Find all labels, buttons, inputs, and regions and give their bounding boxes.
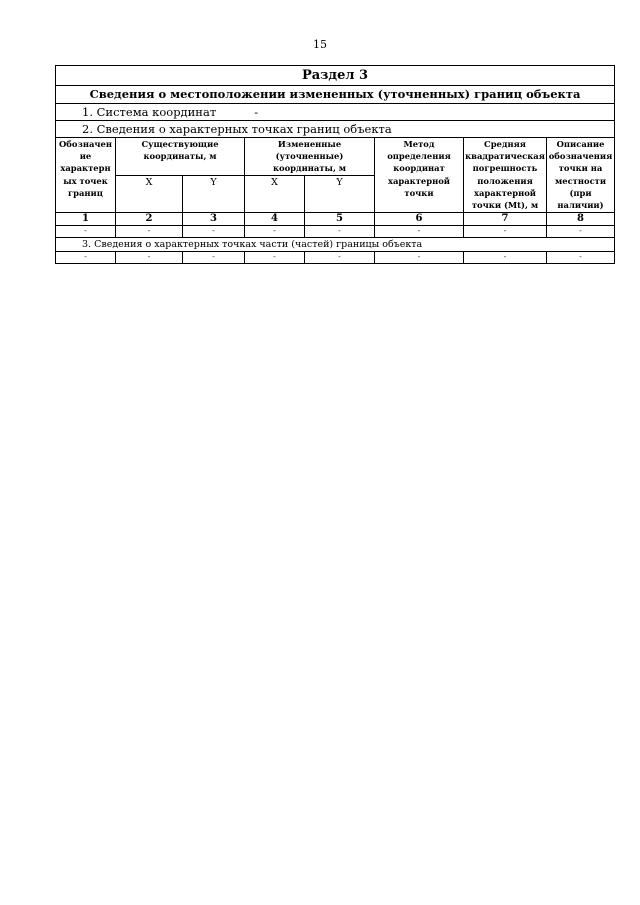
table-row <box>56 225 615 237</box>
header-existing-y: Y <box>183 175 245 212</box>
coordinate-system-label: 1. Система координат <box>82 105 217 119</box>
parts-heading: 3. Сведения о характерных точках части (частей) границы объекта <box>56 237 615 251</box>
column-number: 7 <box>464 212 547 225</box>
column-number: 1 <box>56 212 116 225</box>
section-title: Раздел 3 <box>56 66 615 86</box>
table-cell: - <box>116 251 183 263</box>
column-number: 6 <box>375 212 464 225</box>
points-heading: 2. Сведения о характерных точках границ объекта <box>56 121 615 138</box>
table-cell: - <box>245 225 305 237</box>
coordinate-system-value: - <box>254 105 259 119</box>
page-number: 15 <box>313 38 327 51</box>
section-subtitle: Сведения о местоположении измененных (уточненных) границ объекта <box>56 86 615 104</box>
table-cell: - <box>547 225 615 237</box>
header-existing-x: X <box>116 175 183 212</box>
table-cell: - <box>547 251 615 263</box>
header-method: Метод определения координат характерной точки <box>375 138 464 213</box>
section-3-table <box>55 65 615 264</box>
table-cell: - <box>305 225 375 237</box>
table-cell: - <box>375 251 464 263</box>
table-cell: - <box>375 225 464 237</box>
header-changed-coordinates: Измененные (уточненные) координаты, м <box>245 138 375 176</box>
column-number-row <box>56 212 615 225</box>
table-cell: - <box>305 251 375 263</box>
header-changed-y: Y <box>305 175 375 212</box>
coordinate-system-row <box>56 104 615 121</box>
table-cell: - <box>464 251 547 263</box>
header-mean-error: Средняя квадратическая погрешность положения характерной точки (Mt), м <box>464 138 547 213</box>
column-number: 5 <box>305 212 375 225</box>
table-cell: - <box>56 225 116 237</box>
header-changed-x: X <box>245 175 305 212</box>
table-cell: - <box>56 251 116 263</box>
column-number: 4 <box>245 212 305 225</box>
column-number: 3 <box>183 212 245 225</box>
column-number: 2 <box>116 212 183 225</box>
header-description: Описание обозначения точки на местности (при наличии) <box>547 138 615 213</box>
column-number: 8 <box>547 212 615 225</box>
table-cell: - <box>183 225 245 237</box>
table-cell: - <box>116 225 183 237</box>
table-cell: - <box>245 251 305 263</box>
table-cell: - <box>464 225 547 237</box>
table-row <box>56 251 615 263</box>
table-cell: - <box>183 251 245 263</box>
header-point-designation: Обозначен ие характерн ых точек границ <box>56 138 116 213</box>
header-existing-coordinates: Существующие координаты, м <box>116 138 245 176</box>
